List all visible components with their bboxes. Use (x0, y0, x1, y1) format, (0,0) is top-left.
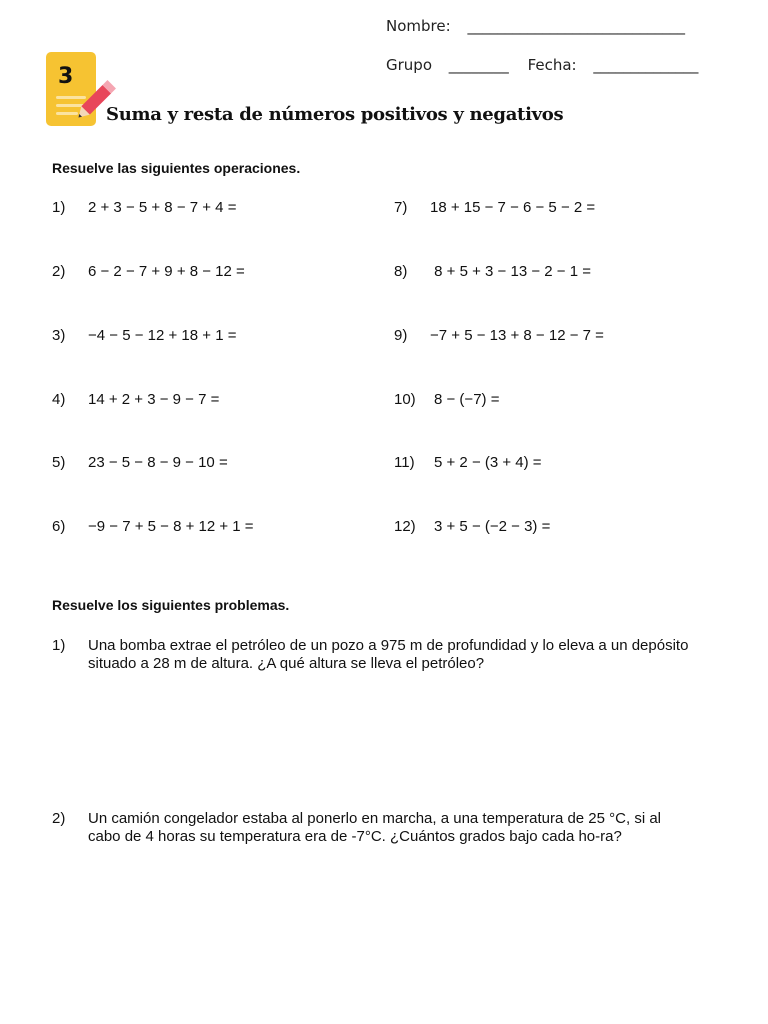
operation-item: 7) 18 + 15 − 7 − 6 − 5 − 2 = (394, 199, 596, 216)
operation-item: 11) 5 + 2 − (3 + 4) = (394, 454, 542, 471)
group-date-fields (386, 56, 698, 74)
name-field[interactable] (386, 17, 685, 35)
name-blank[interactable]: _____________________________ (467, 17, 685, 35)
name-label: Nombre: (386, 17, 451, 35)
operation-item: 1) 2 + 3 − 5 + 8 − 7 + 4 = (52, 199, 237, 216)
group-blank[interactable]: ________ (448, 56, 509, 74)
problem-item: 2) Un camión congelador estaba al ponerlo en marcha, a una temperatura de 25 °C, si al cabo de 4 horas su temperatura era de -7°C. ¿Cuántos grados bajo cada ho-ra? (52, 810, 662, 845)
operation-item: 3) −4 − 5 − 12 + 18 + 1 = (52, 327, 237, 344)
operation-item: 4) 14 + 2 + 3 − 9 − 7 = (52, 391, 220, 408)
date-blank[interactable]: ______________ (593, 56, 699, 74)
worksheet-title: Suma y resta de números positivos y negativos (106, 104, 564, 125)
operation-item: 8) 8 + 5 + 3 − 13 − 2 − 1 = (394, 263, 591, 280)
operation-item: 9) −7 + 5 − 13 + 8 − 12 − 7 = (394, 327, 604, 344)
group-label: Grupo (386, 56, 432, 74)
operation-item: 12) 3 + 5 − (−2 − 3) = (394, 518, 551, 535)
operation-item: 6) −9 − 7 + 5 − 8 + 12 + 1 = (52, 518, 254, 535)
section-operations-heading: Resuelve las siguientes operaciones. (52, 160, 301, 176)
date-label: Fecha: (527, 56, 577, 74)
worksheet-number: 3 (58, 64, 74, 89)
problem-item: 1) Una bomba extrae el petróleo de un pozo a 975 m de profundidad y lo eleva a un depósito situado a 28 m de altura. ¿A qué altura se lleva el petróleo? (52, 637, 689, 672)
section-problems-heading: Resuelve los siguientes problemas. (52, 597, 290, 613)
operation-item: 2) 6 − 2 − 7 + 9 + 8 − 12 = (52, 263, 245, 280)
operation-item: 5) 23 − 5 − 8 − 9 − 10 = (52, 454, 228, 471)
operation-item: 10) 8 − (−7) = (394, 391, 500, 408)
